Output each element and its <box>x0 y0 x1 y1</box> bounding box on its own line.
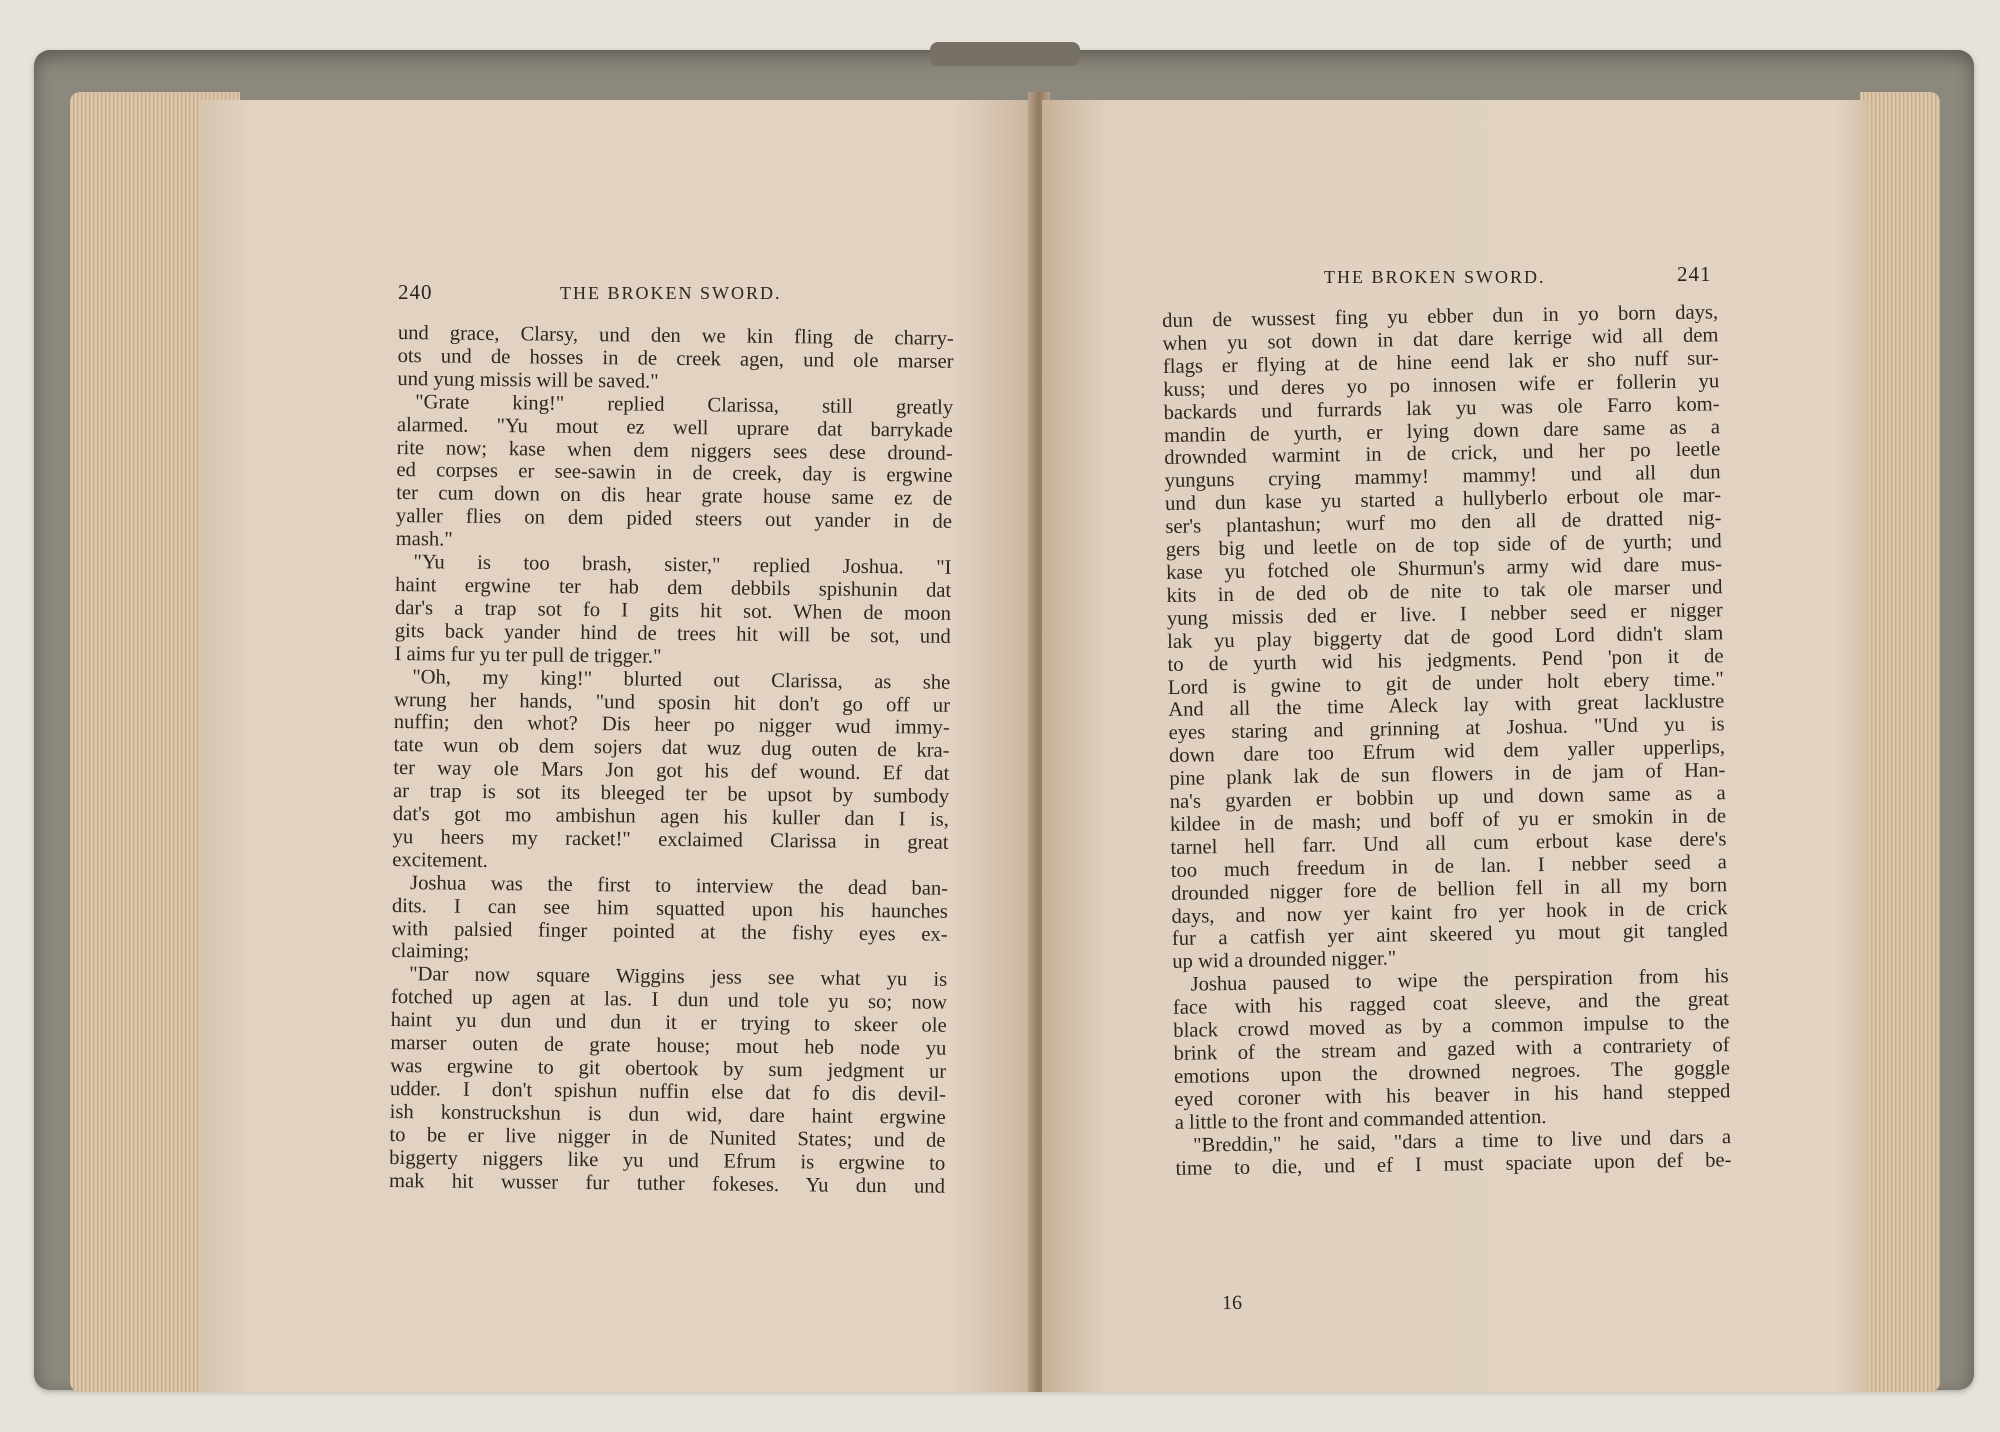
text-line: brink of the stream and gazed with a contrariety of <box>1173 1034 1730 1065</box>
right-page-number: 241 <box>1677 262 1712 286</box>
text-line: flags er flying at de hine eend lak er sho nuff sur- <box>1162 347 1719 378</box>
signature-mark: 16 <box>1221 1291 1243 1315</box>
text-line: ter cum down on dis hear grate house same ez de <box>396 482 953 511</box>
text-line: days, and now yer kaint fro yer hook in de crick <box>1171 896 1728 928</box>
text-line: nuffin; den whot? Dis heer po nigger wud immy- <box>393 711 950 740</box>
text-line: und dun kase yu started a hullyberlo erbout ole mar- <box>1164 484 1722 516</box>
text-line: wrung her hands, "und sposin hit don't go off ur <box>393 688 951 717</box>
text-line: kits in de ded ob de nite to tak ole marser und <box>1166 576 1723 607</box>
left-page-body <box>389 322 954 1198</box>
text-line: "Oh, my king!" blurted out Clarissa, as she <box>412 665 951 694</box>
text-line: ed corpses er see-sawin in de creek, day is ergwine <box>396 459 953 488</box>
text-line: ter way ole Mars Jon got his def wound. Ef dat <box>393 757 950 786</box>
text-line: face with his ragged coat sleeve, and the great <box>1172 988 1730 1020</box>
text-line: yaller flies on dem pided steers out yander in de <box>395 505 953 534</box>
text-line: fur a catfish yer aint skeered yu mout git tangled <box>1171 919 1728 951</box>
text-line: "Breddin," he said, "dars a time to live und dars a <box>1192 1125 1732 1157</box>
text-line: up wid a drounded nigger." <box>1172 947 1397 974</box>
text-line: was ergwine to git obertook by sum jedgment ur <box>390 1054 947 1083</box>
right-running-head: THE BROKEN SWORD. <box>1324 267 1546 287</box>
text-line: backards und furrards lak yu was ole Farro kom- <box>1163 392 1720 424</box>
text-line: haint ergwine ter hab dem debbils spishunin dat <box>395 573 952 602</box>
text-line: eyes staring and grinning at Joshua. "Und yu is <box>1168 713 1725 745</box>
text-line: kuss; und deres yo po innosen wife er follerin yu <box>1163 369 1720 401</box>
text-line: und yung missis will be saved." <box>397 367 659 393</box>
text-line: dat's got mo ambishun agen his kuller dan I is, <box>392 803 949 831</box>
text-line: when yu sot down in dat dare kerrige wid all dem <box>1162 324 1719 355</box>
text-line: marser outen de grate house; mout heb node yu <box>390 1032 947 1060</box>
text-line: lak yu play biggerty dat de good Lord didn't slam <box>1167 621 1724 653</box>
right-page-edges <box>1860 92 1940 1392</box>
text-line: udder. I don't spishun nuffin else dat fo dis devil- <box>389 1077 947 1106</box>
text-line: ar trap is sot its bleeged ter be upsot by sumbody <box>392 780 950 808</box>
text-line: claiming; <box>391 940 470 964</box>
text-line: dits. I can see him squatted upon his haunches <box>391 894 948 923</box>
text-line: fotched up agen at las. I dun und tole yu so; now <box>390 986 948 1015</box>
text-line: gers big und leetle on de top side of de yurth; und <box>1165 530 1722 562</box>
text-line: mak hit wusser fur tuther fokeses. Yu dun und <box>388 1169 946 1198</box>
text-line: to be er live nigger in de Nunited States; und de <box>389 1123 946 1152</box>
text-line: yung missis ded er live. I nebber seed er nigger <box>1166 599 1723 630</box>
text-line: kildee in de mash; und boff of yu er smokin in de <box>1169 805 1727 836</box>
text-line: ser's plantashun; wurf mo den all de dratted nig- <box>1165 507 1722 539</box>
left-running-head: THE BROKEN SWORD. <box>560 283 782 303</box>
text-line: pine plank lak de sun flowers in de jam of Han- <box>1169 759 1726 791</box>
text-line: to de yurth wid his jedgments. Pend 'pon it de <box>1167 644 1724 676</box>
text-line: "Grate king!" replied Clarissa, still greatly <box>415 390 954 419</box>
text-line: I aims fur yu ter pull de trigger." <box>394 642 662 668</box>
text-line: with palsied finger pointed at the fishy eyes ex- <box>391 917 948 946</box>
text-line: yunguns crying mammy! mammy! und all dun <box>1164 461 1721 493</box>
text-line: rite now; kase when dem niggers sees dese dround- <box>396 436 953 465</box>
text-line: black crowd moved as by a common impulse to the <box>1173 1011 1730 1043</box>
text-line: ish konstruckshun is dun wid, dare haint ergwine <box>389 1100 946 1129</box>
text-line: dar's a trap sot fo I gits hit sot. When de moon <box>394 596 952 625</box>
text-line: "Dar now square Wiggins jess see what yu is <box>409 963 948 992</box>
text-line: down dare too Efrum wid dem yaller upperlips, <box>1168 736 1726 768</box>
text-line: Joshua was the first to interview the dead ban- <box>410 871 949 900</box>
right-page-body <box>1162 301 1732 1180</box>
text-line: eyed coroner with his beaver in his hand stepped <box>1174 1079 1731 1111</box>
text-line: dun de wussest fing yu ebber dun in yo born days, <box>1162 301 1719 332</box>
book-spine <box>930 42 1080 66</box>
text-line: yu heers my racket!" exclaimed Clarissa in great <box>392 825 949 854</box>
text-line: Lord is gwine to git de under holt ebery time." <box>1167 667 1725 699</box>
text-line: time to die, und ef I must spaciate upon def be- <box>1175 1148 1732 1180</box>
text-line: drownded warmint in de crick, und her po leetle <box>1164 438 1721 470</box>
right-page <box>1042 100 1868 1392</box>
text-line: a little to the front and commanded attention. <box>1174 1105 1547 1134</box>
text-line: too much freedum in de lan. I nebber seed a <box>1170 850 1727 882</box>
text-line: ots und de hosses in de creek agen, und ole marser <box>397 344 954 373</box>
text-line: und grace, Clarsy, und den we kin fling de charry- <box>397 322 954 350</box>
text-line: tarnel hell farr. Und all cum erbout kase dere's <box>1170 828 1727 859</box>
text-line: excitement. <box>392 848 488 872</box>
text-line: "Yu is too brash, sister," replied Joshua. "I <box>413 551 952 579</box>
text-line: tate wun ob dem sojers dat wuz dug outen de kra- <box>393 734 950 763</box>
text-line: drounded nigger fore de bellion fell in all my born <box>1170 873 1728 905</box>
text-line: alarmed. "Yu mout ez well uprare dat barrykade <box>396 413 954 442</box>
text-line: kase yu fotched ole Shurmun's army wid dare mus- <box>1165 553 1723 584</box>
text-line: gits back yander hind de trees hit will be sot, und <box>394 619 951 648</box>
text-line: biggerty niggers like yu und Efrum is ergwine to <box>389 1146 946 1175</box>
text-line: mandin de yurth, er lying down dare same as a <box>1163 415 1721 447</box>
left-page <box>200 100 1038 1392</box>
text-line: mash." <box>395 528 453 551</box>
text-line: And all the time Aleck lay with great lacklustre <box>1168 690 1725 722</box>
left-page-number: 240 <box>398 280 433 304</box>
text-line: Joshua paused to wipe the perspiration from his <box>1190 965 1729 996</box>
text-line: na's gyarden er bobbin up und down same as a <box>1169 782 1726 813</box>
text-line: haint yu dun und dun it er trying to skeer ole <box>390 1009 947 1037</box>
text-line: emotions upon the drowned negroes. The goggle <box>1173 1057 1731 1088</box>
